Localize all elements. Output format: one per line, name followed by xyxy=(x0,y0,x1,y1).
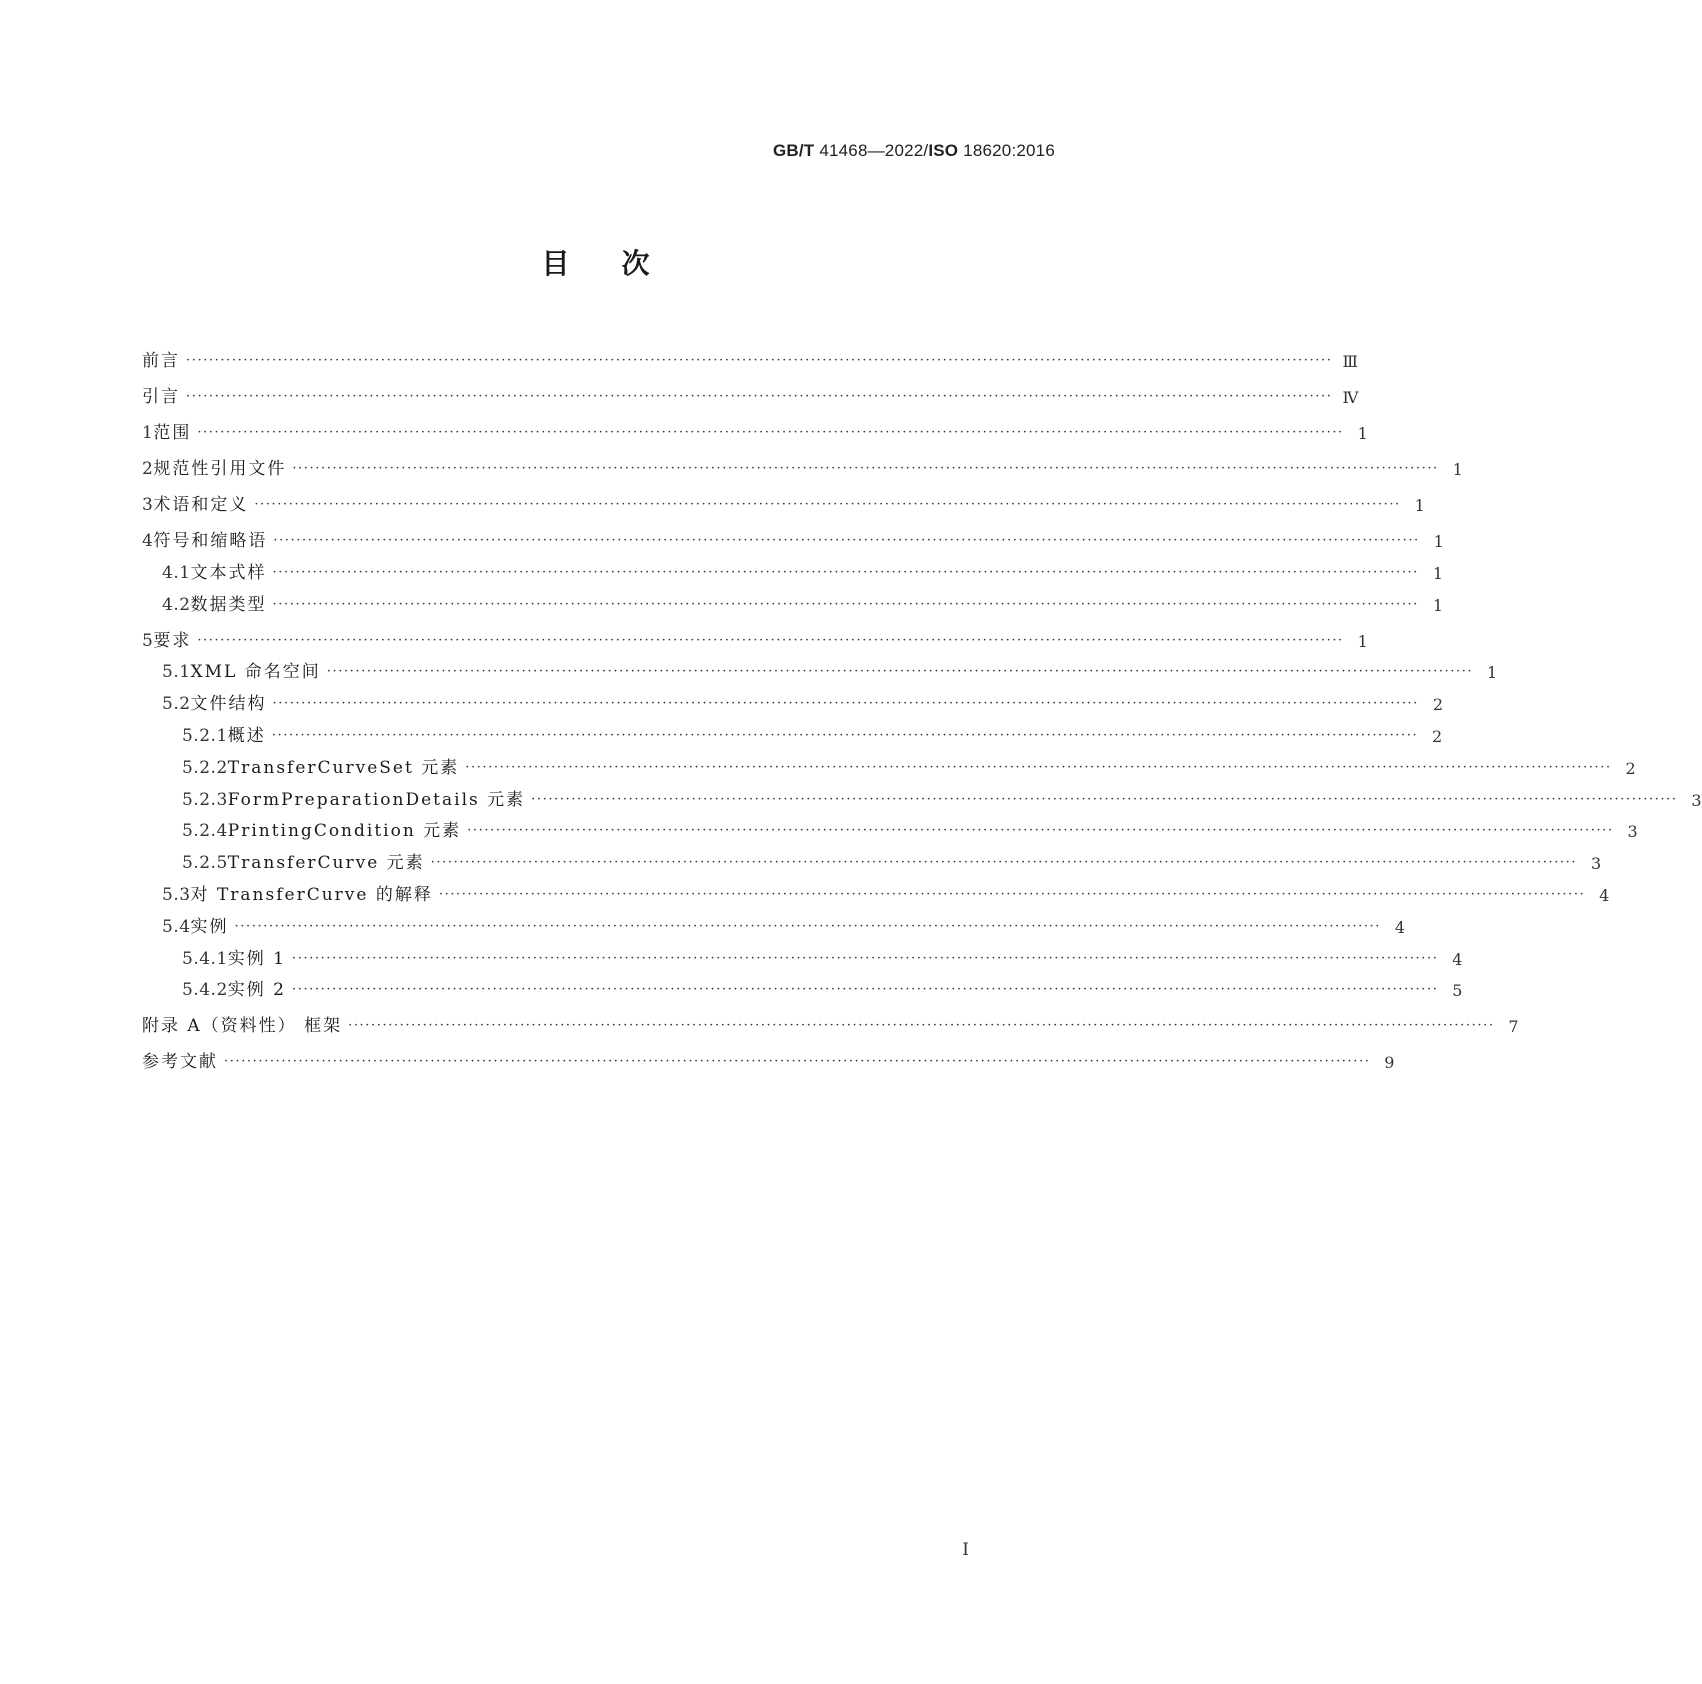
toc-leader-dots: ········································································································································································································ xyxy=(186,353,1333,368)
toc-entry[interactable] xyxy=(142,335,1358,371)
toc-entry-label: 数据类型 xyxy=(190,594,267,615)
toc-entry-page: Ⅲ xyxy=(1342,352,1358,371)
toc-entry-label: 符号和缩略语 xyxy=(153,531,268,551)
toc-entry-page: 1 xyxy=(1487,663,1498,683)
toc-entry-page: 1 xyxy=(1357,424,1368,443)
toc-entry[interactable] xyxy=(142,407,1368,443)
toc-leader-dots: ········································································································································································································ xyxy=(438,886,1586,902)
toc-entry[interactable] xyxy=(142,551,1444,583)
toc-entry-page: 2 xyxy=(1625,758,1636,778)
toc-entry[interactable] xyxy=(142,1036,1395,1073)
toc-entry[interactable] xyxy=(142,873,1610,905)
toc-leader-dots: ········································································································································································································ xyxy=(531,791,1678,807)
toc-entry-label: 前言 xyxy=(142,351,180,371)
toc-entry-label: 实例 1 xyxy=(227,948,286,969)
toc-leader-dots: ········································································································································································································ xyxy=(272,696,1420,712)
table-of-contents xyxy=(142,335,1702,1073)
toc-entry-page: 9 xyxy=(1384,1053,1395,1073)
toc-entry-page: 1 xyxy=(1432,595,1444,615)
toc-leader-dots: ········································································································································································································ xyxy=(430,855,1578,871)
toc-entry-label: 附录 A（资料性） 框架 xyxy=(142,1016,343,1037)
toc-entry-page: 2 xyxy=(1432,726,1443,746)
iso-number: 18620:2016 xyxy=(963,141,1055,160)
toc-entry-label: 概述 xyxy=(227,725,266,746)
toc-entry[interactable] xyxy=(142,937,1463,969)
toc-entry[interactable] xyxy=(142,841,1602,874)
toc-leader-dots: ········································································································································································································ xyxy=(272,564,1420,580)
toc-entry-label: 实例 2 xyxy=(227,980,286,1001)
toc-entry-label: 要求 xyxy=(153,630,192,651)
toc-entry-label: 术语和定义 xyxy=(153,495,249,515)
toc-entry-page: 4 xyxy=(1599,885,1610,905)
toc-leader-dots: ········································································································································································································ xyxy=(292,950,1439,966)
toc-entry-page: Ⅳ xyxy=(1342,388,1359,407)
standard-code-number: 41468—2022/ xyxy=(819,141,929,160)
toc-entry-label: TransferCurveSet 元素 xyxy=(227,757,460,778)
toc-leader-dots: ········································································································································································································ xyxy=(273,533,1420,548)
toc-entry[interactable] xyxy=(142,1000,1519,1037)
toc-leader-dots: ········································································································································································································ xyxy=(254,497,1401,512)
toc-entry-page: 1 xyxy=(1452,460,1463,479)
toc-entry-page: 1 xyxy=(1432,563,1444,583)
toc-entry-number: 4.2 xyxy=(162,594,191,615)
toc-entry-page: 1 xyxy=(1414,496,1425,515)
toc-leader-dots: ········································································································································································································ xyxy=(272,596,1420,612)
toc-entry-page: 1 xyxy=(1357,631,1368,651)
toc-leader-dots: ········································································································································································································ xyxy=(186,389,1333,404)
toc-entry[interactable] xyxy=(142,810,1638,842)
toc-entry-number: 4.1 xyxy=(162,562,191,583)
toc-entry-number: 5 xyxy=(142,630,154,651)
toc-entry[interactable] xyxy=(142,479,1425,515)
toc-entry-label: 参考文献 xyxy=(142,1052,218,1073)
toc-entry-number: 5.4.2 xyxy=(182,980,228,1001)
toc-leader-dots: ········································································································································································································ xyxy=(292,461,1439,476)
toc-entry-label: FormPreparationDetails 元素 xyxy=(227,789,526,810)
toc-entry-number: 5.2.4 xyxy=(182,821,228,842)
toc-entry[interactable] xyxy=(142,969,1463,1001)
toc-leader-dots: ········································································································································································································ xyxy=(234,918,1382,934)
toc-entry-label: 文本式样 xyxy=(190,562,267,583)
toc-entry[interactable] xyxy=(142,651,1498,683)
toc-entry-label: 实例 xyxy=(190,916,229,937)
toc-entry[interactable] xyxy=(142,746,1636,778)
toc-entry-page: 3 xyxy=(1627,822,1638,842)
standard-code-prefix: GB/T xyxy=(772,141,815,160)
toc-entry-page: 1 xyxy=(1433,532,1444,551)
toc-entry[interactable] xyxy=(142,443,1463,479)
toc-leader-dots: ········································································································································································································ xyxy=(465,759,1612,775)
toc-entry-label: TransferCurve 元素 xyxy=(227,853,425,874)
toc-entry-page: 4 xyxy=(1452,949,1463,969)
toc-entry-number: 3 xyxy=(142,495,154,515)
toc-entry-number: 5.1 xyxy=(162,662,191,683)
toc-entry-number: 5.2.3 xyxy=(182,789,228,810)
toc-leader-dots: ········································································································································································································ xyxy=(224,1054,1371,1070)
toc-entry-label: XML 命名空间 xyxy=(190,662,321,683)
toc-leader-dots: ········································································································································································································ xyxy=(467,823,1614,839)
toc-entry[interactable] xyxy=(142,515,1444,551)
toc-leader-dots: ········································································································································································································ xyxy=(326,664,1474,680)
toc-entry-number: 1 xyxy=(142,423,154,443)
toc-entry-number: 2 xyxy=(142,459,154,479)
page-title: 目次 xyxy=(541,247,702,280)
toc-entry-number: 5.2.2 xyxy=(182,757,228,778)
toc-leader-dots: ········································································································································································································ xyxy=(271,727,1419,743)
toc-entry-page: 3 xyxy=(1590,854,1602,874)
toc-leader-dots: ········································································································································································································ xyxy=(292,982,1439,998)
toc-entry-number: 5.3 xyxy=(162,884,191,905)
toc-leader-dots: ········································································································································································································ xyxy=(197,632,1344,648)
toc-entry-page: 3 xyxy=(1691,790,1702,810)
toc-leader-dots: ········································································································································································································ xyxy=(348,1018,1495,1034)
toc-entry-number: 5.4.1 xyxy=(182,948,228,969)
toc-entry[interactable] xyxy=(142,371,1359,407)
toc-entry[interactable] xyxy=(142,583,1444,615)
toc-entry-label: 对 TransferCurve 的解释 xyxy=(190,884,433,905)
toc-entry-label: 规范性引用文件 xyxy=(153,459,287,479)
toc-entry-number: 5.2 xyxy=(162,694,191,715)
toc-entry[interactable] xyxy=(142,714,1443,746)
toc-entry-number: 5.2.1 xyxy=(182,725,228,746)
toc-entry-number: 5.2.5 xyxy=(182,853,228,874)
toc-entry[interactable] xyxy=(142,682,1444,715)
toc-entry-label: PrintingCondition 元素 xyxy=(227,821,462,842)
toc-leader-dots: ········································································································································································································ xyxy=(197,425,1344,440)
toc-entry-label: 引言 xyxy=(142,387,180,407)
toc-entry-page: 4 xyxy=(1394,917,1406,937)
toc-entry-number: 5.4 xyxy=(162,916,191,937)
standard-code-header xyxy=(773,141,1055,161)
toc-entry-page: 7 xyxy=(1508,1017,1519,1037)
iso-prefix: ISO xyxy=(928,141,959,160)
toc-entry-page: 5 xyxy=(1452,981,1463,1001)
toc-entry-number: 4 xyxy=(142,531,154,551)
toc-entry-page: 2 xyxy=(1432,695,1444,715)
toc-entry-label: 范围 xyxy=(153,423,192,443)
toc-entry[interactable] xyxy=(142,615,1368,651)
toc-entry[interactable] xyxy=(142,778,1702,810)
toc-entry-label: 文件结构 xyxy=(190,694,267,715)
page-number: Ⅰ xyxy=(962,1540,969,1560)
toc-entry[interactable] xyxy=(142,905,1406,937)
